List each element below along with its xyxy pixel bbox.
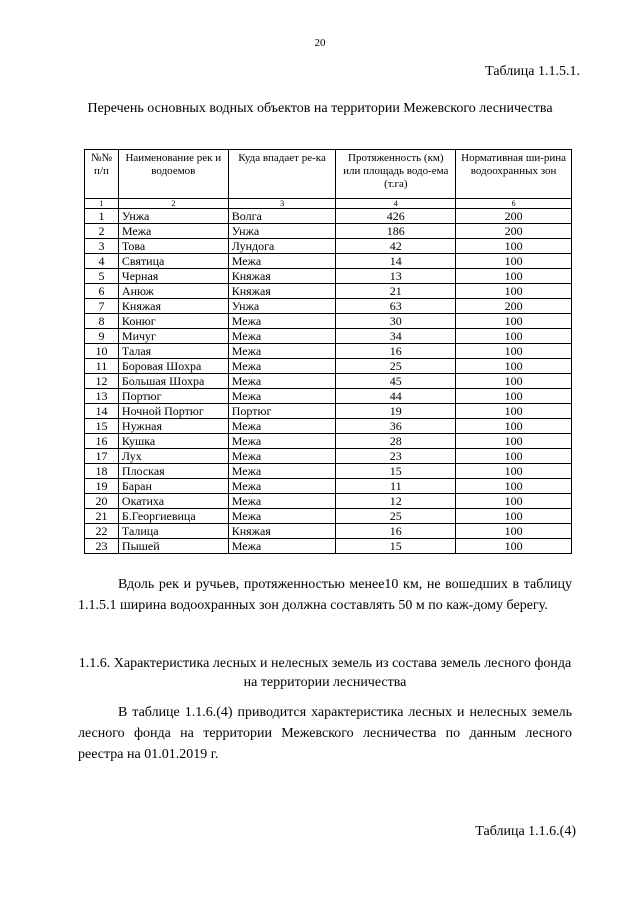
column-number: 6 bbox=[456, 199, 572, 209]
row-number: 11 bbox=[85, 359, 119, 374]
zone-width: 100 bbox=[456, 449, 572, 464]
column-number-row bbox=[85, 199, 572, 209]
length-value: 426 bbox=[336, 209, 456, 224]
zone-width: 100 bbox=[456, 509, 572, 524]
length-value: 11 bbox=[336, 479, 456, 494]
zone-width: 100 bbox=[456, 524, 572, 539]
section-heading: 1.1.6. Характеристика лесных и нелесных земель из состава земель лесного фонда на территории лесничества bbox=[78, 656, 572, 690]
table-row bbox=[85, 539, 572, 554]
zone-width: 100 bbox=[456, 269, 572, 284]
row-number: 22 bbox=[85, 524, 119, 539]
row-number: 12 bbox=[85, 374, 119, 389]
zone-width: 100 bbox=[456, 419, 572, 434]
river-name: Княжая bbox=[118, 299, 228, 314]
length-value: 13 bbox=[336, 269, 456, 284]
flows-into: Межа bbox=[228, 329, 336, 344]
river-name: Пышей bbox=[118, 539, 228, 554]
table-row bbox=[85, 224, 572, 239]
length-value: 15 bbox=[336, 464, 456, 479]
river-name: Нужная bbox=[118, 419, 228, 434]
table-row bbox=[85, 269, 572, 284]
row-number: 13 bbox=[85, 389, 119, 404]
zone-width: 100 bbox=[456, 434, 572, 449]
length-value: 16 bbox=[336, 524, 456, 539]
length-value: 15 bbox=[336, 539, 456, 554]
flows-into: Межа bbox=[228, 509, 336, 524]
flows-into: Портюг bbox=[228, 404, 336, 419]
row-number: 20 bbox=[85, 494, 119, 509]
length-value: 36 bbox=[336, 419, 456, 434]
row-number: 10 bbox=[85, 344, 119, 359]
row-number: 3 bbox=[85, 239, 119, 254]
table-row bbox=[85, 494, 572, 509]
river-name: Портюг bbox=[118, 389, 228, 404]
length-value: 19 bbox=[336, 404, 456, 419]
zone-width: 100 bbox=[456, 329, 572, 344]
table-row bbox=[85, 314, 572, 329]
zone-width: 100 bbox=[456, 539, 572, 554]
row-number: 2 bbox=[85, 224, 119, 239]
paragraph-water-zones: Вдоль рек и ручьев, протяженностью менее10 км, не вошедших в таблицу 1.1.5.1 ширина водоохранных зон должна составлять 50 м по каж-дому берегу. bbox=[78, 577, 572, 613]
table-row bbox=[85, 284, 572, 299]
zone-width: 100 bbox=[456, 404, 572, 419]
river-name: Това bbox=[118, 239, 228, 254]
length-value: 12 bbox=[336, 494, 456, 509]
table-row bbox=[85, 389, 572, 404]
river-name: Б.Георгиевица bbox=[118, 509, 228, 524]
zone-width: 200 bbox=[456, 224, 572, 239]
flows-into: Межа bbox=[228, 344, 336, 359]
row-number: 17 bbox=[85, 449, 119, 464]
table-body bbox=[85, 209, 572, 554]
header-flows-into: Куда впадает ре-ка bbox=[228, 150, 336, 199]
length-value: 30 bbox=[336, 314, 456, 329]
table-header-row bbox=[85, 150, 572, 199]
flows-into: Межа bbox=[228, 359, 336, 374]
flows-into: Межа bbox=[228, 434, 336, 449]
table-row bbox=[85, 239, 572, 254]
river-name: Анюж bbox=[118, 284, 228, 299]
table-row bbox=[85, 359, 572, 374]
header-name: Наименование рек и водоемов bbox=[118, 150, 228, 199]
flows-into: Межа bbox=[228, 449, 336, 464]
river-name: Святица bbox=[118, 254, 228, 269]
flows-into: Княжая bbox=[228, 269, 336, 284]
zone-width: 100 bbox=[456, 254, 572, 269]
length-value: 23 bbox=[336, 449, 456, 464]
row-number: 19 bbox=[85, 479, 119, 494]
zone-width: 100 bbox=[456, 374, 572, 389]
river-name: Межа bbox=[118, 224, 228, 239]
flows-into: Княжая bbox=[228, 284, 336, 299]
river-name: Черная bbox=[118, 269, 228, 284]
flows-into: Княжая bbox=[228, 524, 336, 539]
table-row bbox=[85, 524, 572, 539]
length-value: 14 bbox=[336, 254, 456, 269]
length-value: 45 bbox=[336, 374, 456, 389]
table-row bbox=[85, 509, 572, 524]
row-number: 15 bbox=[85, 419, 119, 434]
page-number: 20 bbox=[314, 37, 326, 49]
row-number: 6 bbox=[85, 284, 119, 299]
flows-into: Межа bbox=[228, 254, 336, 269]
table-row bbox=[85, 209, 572, 224]
row-number: 5 bbox=[85, 269, 119, 284]
river-name: Плоская bbox=[118, 464, 228, 479]
column-number: 3 bbox=[228, 199, 336, 209]
length-value: 21 bbox=[336, 284, 456, 299]
length-value: 186 bbox=[336, 224, 456, 239]
zone-width: 100 bbox=[456, 284, 572, 299]
length-value: 25 bbox=[336, 359, 456, 374]
table-row bbox=[85, 404, 572, 419]
row-number: 4 bbox=[85, 254, 119, 269]
table-row bbox=[85, 464, 572, 479]
row-number: 14 bbox=[85, 404, 119, 419]
header-number: №№ п/п bbox=[85, 150, 119, 199]
row-number: 9 bbox=[85, 329, 119, 344]
river-name: Мичуг bbox=[118, 329, 228, 344]
river-name: Талая bbox=[118, 344, 228, 359]
river-name: Большая Шохра bbox=[118, 374, 228, 389]
table-row bbox=[85, 329, 572, 344]
row-number: 1 bbox=[85, 209, 119, 224]
paragraph-table-reference: В таблице 1.1.6.(4) приводится характеристика лесных и нелесных земель лесного фонда на территории Межевского лесничества по данным лесного реестра на 01.01.2019 г. bbox=[78, 705, 572, 762]
table-row bbox=[85, 434, 572, 449]
column-number: 1 bbox=[85, 199, 119, 209]
length-value: 63 bbox=[336, 299, 456, 314]
row-number: 18 bbox=[85, 464, 119, 479]
column-number: 2 bbox=[118, 199, 228, 209]
flows-into: Лундога bbox=[228, 239, 336, 254]
flows-into: Межа bbox=[228, 539, 336, 554]
length-value: 34 bbox=[336, 329, 456, 344]
river-name: Боровая Шохра bbox=[118, 359, 228, 374]
river-name: Лух bbox=[118, 449, 228, 464]
zone-width: 100 bbox=[456, 239, 572, 254]
rivers-table bbox=[84, 149, 572, 554]
row-number: 8 bbox=[85, 314, 119, 329]
zone-width: 100 bbox=[456, 314, 572, 329]
river-name: Талица bbox=[118, 524, 228, 539]
flows-into: Межа bbox=[228, 314, 336, 329]
length-value: 28 bbox=[336, 434, 456, 449]
row-number: 21 bbox=[85, 509, 119, 524]
flows-into: Межа bbox=[228, 479, 336, 494]
flows-into: Межа bbox=[228, 419, 336, 434]
length-value: 42 bbox=[336, 239, 456, 254]
table-row bbox=[85, 254, 572, 269]
column-number: 4 bbox=[336, 199, 456, 209]
river-name: Баран bbox=[118, 479, 228, 494]
river-name: Конюг bbox=[118, 314, 228, 329]
flows-into: Унжа bbox=[228, 299, 336, 314]
header-length: Протяженность (км) или площадь водо-ема (т.га) bbox=[336, 150, 456, 199]
table-row bbox=[85, 479, 572, 494]
length-value: 16 bbox=[336, 344, 456, 359]
row-number: 16 bbox=[85, 434, 119, 449]
river-name: Ночной Портюг bbox=[118, 404, 228, 419]
flows-into: Волга bbox=[228, 209, 336, 224]
flows-into: Межа bbox=[228, 494, 336, 509]
zone-width: 200 bbox=[456, 209, 572, 224]
zone-width: 100 bbox=[456, 359, 572, 374]
river-name: Унжа bbox=[118, 209, 228, 224]
zone-width: 100 bbox=[456, 344, 572, 359]
row-number: 23 bbox=[85, 539, 119, 554]
table-row bbox=[85, 299, 572, 314]
table-title: Перечень основных водных объектов на территории Межевского лесничества bbox=[87, 101, 553, 116]
flows-into: Межа bbox=[228, 464, 336, 479]
table-row bbox=[85, 449, 572, 464]
table-row bbox=[85, 419, 572, 434]
header-zone-width: Нормативная ши-рина водоохранных зон bbox=[456, 150, 572, 199]
zone-width: 100 bbox=[456, 494, 572, 509]
zone-width: 100 bbox=[456, 479, 572, 494]
next-table-caption: Таблица 1.1.6.(4) bbox=[475, 824, 576, 839]
flows-into: Межа bbox=[228, 389, 336, 404]
river-name: Окатиха bbox=[118, 494, 228, 509]
river-name: Кушка bbox=[118, 434, 228, 449]
zone-width: 100 bbox=[456, 389, 572, 404]
table-row bbox=[85, 344, 572, 359]
table-caption: Таблица 1.1.5.1. bbox=[485, 64, 580, 79]
flows-into: Унжа bbox=[228, 224, 336, 239]
zone-width: 100 bbox=[456, 464, 572, 479]
row-number: 7 bbox=[85, 299, 119, 314]
table-row bbox=[85, 374, 572, 389]
length-value: 44 bbox=[336, 389, 456, 404]
length-value: 25 bbox=[336, 509, 456, 524]
flows-into: Межа bbox=[228, 374, 336, 389]
zone-width: 200 bbox=[456, 299, 572, 314]
